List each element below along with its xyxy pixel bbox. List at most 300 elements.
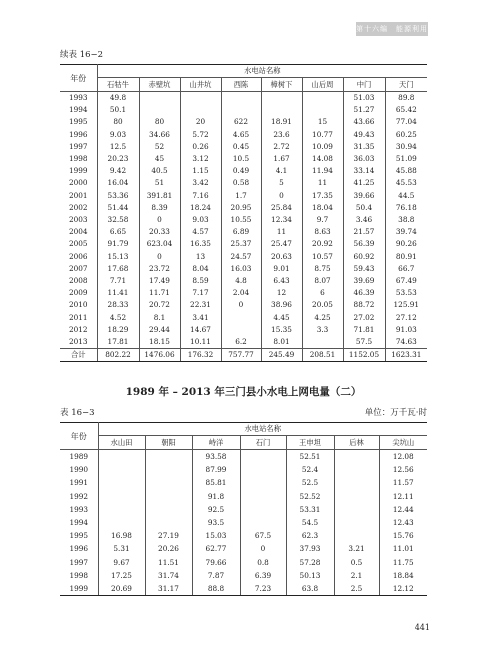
column-header: 峙洋 [192,436,240,450]
data-cell: 51.03 [343,92,385,105]
column-header: 王申坦 [286,436,334,450]
data-cell: 0.49 [221,165,261,177]
year-cell: 2000 [60,177,97,189]
data-cell: 18.04 [302,202,343,214]
data-cell: 0.26 [180,141,221,153]
data-cell: 23.6 [261,129,302,141]
data-cell: 77.04 [385,116,427,128]
total-cell: 1476.06 [139,349,180,362]
table-row [60,92,427,105]
data-cell [180,92,221,105]
data-cell: 52.5 [286,476,334,489]
data-cell [139,92,180,105]
data-cell [240,450,286,464]
data-cell: 9.7 [302,214,343,226]
data-cell: 50.1 [97,104,139,116]
data-cell: 11 [302,177,343,189]
total-cell: 245.49 [261,349,302,362]
data-cell: 7.71 [97,275,139,287]
table-row [60,263,427,275]
data-cell: 12.08 [379,450,427,464]
year-cell: 1989 [60,450,98,464]
total-cell: 1623.31 [385,349,427,362]
data-cell: 15.03 [192,529,240,542]
data-cell: 0.58 [221,177,261,189]
year-cell: 1993 [60,92,97,105]
data-cell: 38.8 [385,214,427,226]
data-cell: 0 [240,542,286,555]
table-row [60,129,427,141]
column-header: 水山田 [98,436,145,450]
year-cell: 2005 [60,238,97,250]
data-cell: 49.43 [343,129,385,141]
year-cell: 1993 [60,503,98,516]
data-cell: 62.77 [192,542,240,555]
data-cell: 12.56 [379,463,427,476]
data-cell: 56.39 [343,238,385,250]
data-cell [334,529,379,542]
data-cell: 57.5 [343,336,385,349]
data-cell: 11.71 [139,287,180,299]
data-cell: 51.09 [385,153,427,165]
data-cell: 0.5 [334,556,379,569]
data-cell: 10.77 [302,129,343,141]
data-cell: 20.69 [98,582,145,596]
table-row [60,476,427,489]
data-cell: 59.43 [343,263,385,275]
column-header: 石牯牛 [97,78,139,92]
table-row [60,238,427,250]
year-cell: 2011 [60,312,97,324]
unit-label: 单位：万千瓦·时 [364,408,427,418]
data-cell [261,104,302,116]
year-cell: 2009 [60,287,97,299]
data-cell: 45.88 [385,165,427,177]
column-header: 赤壁坑 [139,78,180,92]
data-cell [334,450,379,464]
column-header: 后林 [334,436,379,450]
year-cell: 1999 [60,582,98,596]
data-cell: 0 [261,190,302,202]
data-cell: 6.89 [221,226,261,238]
data-cell: 9.42 [97,165,139,177]
data-cell: 17.49 [139,275,180,287]
data-cell: 0 [221,299,261,311]
data-cell: 76.18 [385,202,427,214]
data-cell: 3.41 [180,312,221,324]
year-header: 年份 [60,65,97,92]
data-cell: 14.08 [302,153,343,165]
data-cell: 2.1 [334,569,379,582]
data-cell: 12 [261,287,302,299]
year-cell: 1998 [60,569,98,582]
data-cell: 6 [302,287,343,299]
data-cell: 52.4 [286,463,334,476]
data-cell: 9.67 [98,556,145,569]
table-row [60,251,427,263]
data-cell: 29.44 [139,324,180,336]
total-cell: 1152.05 [343,349,385,362]
column-header: 山井坑 [180,78,221,92]
data-cell [145,490,192,503]
data-cell: 45 [139,153,180,165]
data-cell: 33.14 [343,165,385,177]
data-cell: 93.58 [192,450,240,464]
table-row [60,503,427,516]
data-cell: 89.8 [385,92,427,105]
data-cell [98,450,145,464]
data-cell: 88.8 [192,582,240,596]
table-row [60,190,427,202]
table-row [60,165,427,177]
data-cell: 54.5 [286,516,334,529]
data-cell: 10.11 [180,336,221,349]
data-cell [240,516,286,529]
data-cell: 13 [180,251,221,263]
table-row [60,582,427,596]
data-cell: 80.91 [385,251,427,263]
year-cell: 1994 [60,104,97,116]
data-cell: 3.12 [180,153,221,165]
data-cell: 91.79 [97,238,139,250]
year-cell: 2006 [60,251,97,263]
data-cell: 3.42 [180,177,221,189]
data-cell: 52.51 [286,450,334,464]
data-cell [261,92,302,105]
data-cell: 12.43 [379,516,427,529]
data-cell: 4.1 [261,165,302,177]
data-cell: 10.5 [221,153,261,165]
table-row [60,104,427,116]
data-cell: 41.25 [343,177,385,189]
data-cell: 88.72 [343,299,385,311]
data-cell: 45.53 [385,177,427,189]
year-cell: 1995 [60,116,97,128]
data-cell: 14.67 [180,324,221,336]
year-cell: 1996 [60,129,97,141]
year-cell: 1997 [60,141,97,153]
data-cell: 25.47 [261,238,302,250]
data-cell: 53.31 [286,503,334,516]
data-cell: 4.25 [302,312,343,324]
data-cell: 3.46 [343,214,385,226]
data-cell: 18.15 [139,336,180,349]
year-cell: 2013 [60,336,97,349]
total-cell: 176.32 [180,349,221,362]
data-cell: 51 [139,177,180,189]
data-cell: 66.7 [385,263,427,275]
data-cell: 8.1 [139,312,180,324]
table-row [60,324,427,336]
data-cell: 11.75 [379,556,427,569]
data-cell: 5 [261,177,302,189]
data-cell: 30.94 [385,141,427,153]
data-cell: 25.84 [261,202,302,214]
data-cell [145,503,192,516]
data-cell: 25.37 [221,238,261,250]
total-cell: 208.51 [302,349,343,362]
data-cell: 50.13 [286,569,334,582]
table-row [60,287,427,299]
data-cell: 40.5 [139,165,180,177]
data-cell: 4.65 [221,129,261,141]
data-cell: 0.45 [221,141,261,153]
year-cell: 2007 [60,263,97,275]
year-cell: 1999 [60,165,97,177]
table-row [60,177,427,189]
data-cell: 74.63 [385,336,427,349]
data-cell: 16.03 [221,263,261,275]
data-cell: 5.31 [98,542,145,555]
data-cell: 18.91 [261,116,302,128]
data-cell: 2.04 [221,287,261,299]
data-cell: 15.13 [97,251,139,263]
table-row [60,569,427,582]
data-cell: 623.04 [139,238,180,250]
data-cell [145,476,192,489]
data-cell: 36.03 [343,153,385,165]
year-cell: 1997 [60,556,98,569]
year-cell: 1992 [60,490,98,503]
data-cell: 31.35 [343,141,385,153]
data-cell [334,476,379,489]
data-cell: 90.26 [385,238,427,250]
data-cell: 53.53 [385,287,427,299]
year-cell: 2003 [60,214,97,226]
data-cell: 0 [139,214,180,226]
year-cell: 2004 [60,226,97,238]
data-cell: 52 [139,141,180,153]
data-cell: 27.19 [145,529,192,542]
data-cell: 6.2 [221,336,261,349]
data-cell: 8.07 [302,275,343,287]
data-cell: 16.04 [97,177,139,189]
table-row [60,556,427,569]
data-cell: 63.8 [286,582,334,596]
data-cell: 27.12 [385,312,427,324]
data-cell: 18.84 [379,569,427,582]
data-cell: 7.23 [240,582,286,596]
data-cell: 32.58 [97,214,139,226]
data-cell: 53.36 [97,190,139,202]
data-cell [302,336,343,349]
data-cell: 11.41 [97,287,139,299]
data-cell: 8.63 [302,226,343,238]
data-cell: 11.94 [302,165,343,177]
column-header: 山后周 [302,78,343,92]
data-cell: 9.03 [97,129,139,141]
data-cell: 31.74 [145,569,192,582]
data-cell: 16.98 [98,529,145,542]
data-cell: 6.65 [97,226,139,238]
data-cell: 27.02 [343,312,385,324]
data-cell: 125.91 [385,299,427,311]
data-cell [221,312,261,324]
year-cell: 1990 [60,463,98,476]
data-cell: 10.09 [302,141,343,153]
data-cell [98,463,145,476]
year-cell: 1991 [60,476,98,489]
data-cell: 20.05 [302,299,343,311]
data-cell [334,516,379,529]
data-cell: 12.44 [379,503,427,516]
data-cell: 7.16 [180,190,221,202]
table-16-2 [60,64,427,362]
year-cell: 1995 [60,529,98,542]
data-cell [240,490,286,503]
data-cell: 18.29 [97,324,139,336]
data-cell: 20.95 [221,202,261,214]
data-cell: 4.8 [221,275,261,287]
table-row [60,463,427,476]
column-header: 天门 [385,78,427,92]
data-cell: 1.67 [261,153,302,165]
year-cell: 2012 [60,324,97,336]
data-cell [334,503,379,516]
data-cell: 10.57 [302,251,343,263]
data-cell: 20.23 [97,153,139,165]
table-row [60,542,427,555]
data-cell: 8.04 [180,263,221,275]
year-cell: 1998 [60,153,97,165]
data-cell: 20.72 [139,299,180,311]
data-cell: 17.81 [97,336,139,349]
table-row [60,299,427,311]
data-cell: 20.26 [145,542,192,555]
year-cell: 1996 [60,542,98,555]
data-cell: 1.7 [221,190,261,202]
data-cell: 31.17 [145,582,192,596]
table-row [60,275,427,287]
data-cell: 17.68 [97,263,139,275]
data-cell: 7.87 [192,569,240,582]
data-cell: 4.45 [261,312,302,324]
table-row [60,529,427,542]
data-cell: 50.4 [343,202,385,214]
column-header: 樟树下 [261,78,302,92]
data-cell: 16.35 [180,238,221,250]
data-cell: 34.66 [139,129,180,141]
data-cell [302,92,343,105]
data-cell [98,516,145,529]
data-cell: 52.52 [286,490,334,503]
data-cell: 39.66 [343,190,385,202]
data-cell: 62.3 [286,529,334,542]
year-cell: 1994 [60,516,98,529]
data-cell: 0 [139,251,180,263]
data-cell: 18.24 [180,202,221,214]
year-cell: 2002 [60,202,97,214]
data-cell: 1.15 [180,165,221,177]
table-row [60,214,427,226]
data-cell: 6.43 [261,275,302,287]
data-cell: 79.66 [192,556,240,569]
data-cell: 15 [302,116,343,128]
data-cell [221,92,261,105]
data-cell: 7.17 [180,287,221,299]
data-cell: 57.28 [286,556,334,569]
table-row [60,116,427,128]
data-cell [334,463,379,476]
table-row [60,336,427,349]
data-cell [98,503,145,516]
data-cell: 391.81 [139,190,180,202]
data-cell: 60.25 [385,129,427,141]
table1-caption: 续表 16−2 [60,50,104,60]
data-cell: 49.8 [97,92,139,105]
data-cell: 3.21 [334,542,379,555]
data-cell: 0.8 [240,556,286,569]
data-cell: 11 [261,226,302,238]
data-cell: 8.01 [261,336,302,349]
data-cell: 51.44 [97,202,139,214]
data-cell: 22.31 [180,299,221,311]
table2-caption: 表 16−3 [60,408,95,418]
section-tag: 第十六编 能源利用 [356,22,428,36]
total-row [60,349,427,362]
data-cell: 20.33 [139,226,180,238]
data-cell [240,476,286,489]
data-cell [180,104,221,116]
data-cell: 23.72 [139,263,180,275]
page-number: 441 [414,623,430,632]
total-cell: 802.22 [97,349,139,362]
column-header: 朝阳 [145,436,192,450]
data-cell: 39.69 [343,275,385,287]
data-cell [98,476,145,489]
total-label: 合计 [60,349,97,362]
data-cell: 3.3 [302,324,343,336]
column-header: 尖坑山 [379,436,427,450]
year-cell: 2010 [60,299,97,311]
column-header: 西陈 [221,78,261,92]
data-cell: 60.92 [343,251,385,263]
table-row [60,490,427,503]
data-cell [240,503,286,516]
data-cell: 2.5 [334,582,379,596]
table-row [60,516,427,529]
data-cell: 71.81 [343,324,385,336]
section-title: 1989 年 – 2013 年三门县小水电上网电量（二） [125,386,362,398]
data-cell: 87.99 [192,463,240,476]
data-cell [145,516,192,529]
data-cell: 39.74 [385,226,427,238]
data-cell: 67.5 [240,529,286,542]
data-cell: 12.5 [97,141,139,153]
data-cell: 67.49 [385,275,427,287]
year-header: 年份 [60,423,98,450]
data-cell: 24.57 [221,251,261,263]
data-cell: 85.81 [192,476,240,489]
data-cell: 15.76 [379,529,427,542]
data-cell: 28.33 [97,299,139,311]
table-16-3 [60,422,427,596]
year-cell: 2008 [60,275,97,287]
data-cell: 8.59 [180,275,221,287]
column-header: 中门 [343,78,385,92]
year-cell: 2001 [60,190,97,202]
data-cell: 20.63 [261,251,302,263]
data-cell: 5.72 [180,129,221,141]
table-row [60,141,427,153]
data-cell: 9.01 [261,263,302,275]
table-row [60,153,427,165]
data-cell: 92.5 [192,503,240,516]
data-cell: 17.25 [98,569,145,582]
data-cell: 6.39 [240,569,286,582]
data-cell: 4.57 [180,226,221,238]
data-cell [145,450,192,464]
